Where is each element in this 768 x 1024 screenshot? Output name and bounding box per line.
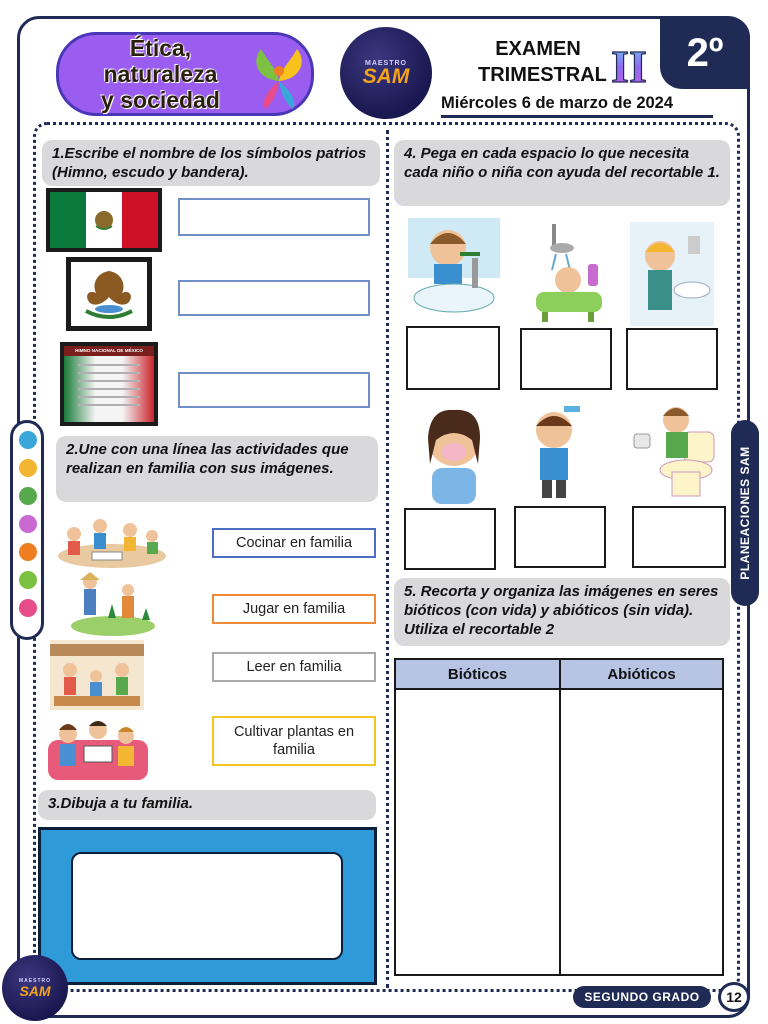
paste-box-3[interactable] xyxy=(626,328,718,390)
paste-box-1[interactable] xyxy=(406,326,500,390)
paste-box-5[interactable] xyxy=(514,506,606,568)
activity-garden[interactable]: Cultivar plantas en familia xyxy=(212,716,376,766)
child-on-toilet-image xyxy=(626,398,720,502)
brand-logo xyxy=(340,27,432,119)
girl-blowing-nose-image xyxy=(412,404,496,506)
sorting-table xyxy=(394,658,724,976)
exam-label: EXAMEN TRIMESTRAL xyxy=(478,38,607,86)
activity-cook[interactable]: Cocinar en familia xyxy=(212,528,376,558)
question-4-heading: 4. Pega en cada espacio lo que necesita cada niño o niña con ayuda del recortable 1. xyxy=(394,140,730,206)
family-reading-image xyxy=(46,714,150,782)
boy-brushing-teeth-image xyxy=(408,218,500,322)
abiotic-column-header: Abióticos xyxy=(561,660,722,690)
paste-box-2[interactable] xyxy=(520,328,612,390)
ethics-icon xyxy=(19,543,37,561)
question-2-heading: 2.Une con una línea las actividades que realizan en familia con sus imágenes. xyxy=(56,436,378,502)
planning-brand-text: PLANEACIONES SAM xyxy=(738,446,752,580)
anthem-image xyxy=(60,342,158,426)
science-icon xyxy=(19,487,37,505)
boy-combing-hair-image xyxy=(524,400,586,502)
community-icon xyxy=(19,515,37,533)
column-divider xyxy=(386,130,389,988)
subject-badge xyxy=(56,32,314,116)
footer-brand-logo xyxy=(2,955,68,1021)
footer-brand-big: SAM xyxy=(19,983,51,999)
biotic-column-header: Bióticos xyxy=(396,660,559,690)
exam-number-text: II xyxy=(611,41,647,88)
family-cooking-image xyxy=(50,640,144,710)
family-gardening-image xyxy=(68,568,158,638)
boy-washing-hands-image xyxy=(630,222,714,326)
grade-level-label: SEGUNDO GRADO xyxy=(573,986,711,1008)
paste-box-4[interactable] xyxy=(404,508,496,570)
brand-big-text: SAM xyxy=(362,64,410,88)
anthem-answer-field[interactable] xyxy=(178,372,370,408)
biotic-paste-area[interactable] xyxy=(396,690,559,974)
drawing-area[interactable] xyxy=(71,852,343,960)
question-1-heading: 1.Escribe el nombre de los símbolos patrios (Himno, escudo y bandera). xyxy=(42,140,380,186)
flag-answer-field[interactable] xyxy=(178,198,370,236)
drawing-frame xyxy=(38,827,377,985)
child-bathing-image xyxy=(526,224,612,324)
question-5-heading: 5. Recorta y organiza las imágenes en seres bióticos (con vida) y abióticos (sin vida). Utiliza el recortable 2 xyxy=(394,578,730,646)
subject-title: Ética, naturaleza y sociedad xyxy=(101,35,220,113)
human-icon xyxy=(19,599,37,617)
subject-icons-strip xyxy=(10,420,44,640)
planning-brand-strip xyxy=(731,420,759,606)
grade-badge: 2º xyxy=(660,17,750,89)
brand-small-text: MAESTRO xyxy=(365,59,407,67)
abiotic-paste-area[interactable] xyxy=(561,690,722,974)
footer-brand-small: MAESTRO xyxy=(19,978,51,984)
flag-image xyxy=(46,188,162,252)
page-number: 12 xyxy=(718,982,750,1012)
paste-box-6[interactable] xyxy=(632,506,726,568)
coat-of-arms-answer-field[interactable] xyxy=(178,280,370,316)
activity-read[interactable]: Leer en familia xyxy=(212,652,376,682)
exam-number-roman xyxy=(605,40,653,88)
activity-play[interactable]: Jugar en familia xyxy=(212,594,376,624)
family-playing-image xyxy=(52,512,170,572)
question-3-heading: 3.Dibuja a tu familia. xyxy=(38,790,376,820)
subject-leaf-logo-icon xyxy=(247,41,311,111)
nature-icon xyxy=(19,571,37,589)
anthem-title: HIMNO NACIONAL DE MÉXICO xyxy=(64,346,154,356)
coat-of-arms-image xyxy=(66,257,152,331)
math-icon xyxy=(19,459,37,477)
language-icon xyxy=(19,431,37,449)
exam-date: Miércoles 6 de marzo de 2024 xyxy=(441,94,713,118)
